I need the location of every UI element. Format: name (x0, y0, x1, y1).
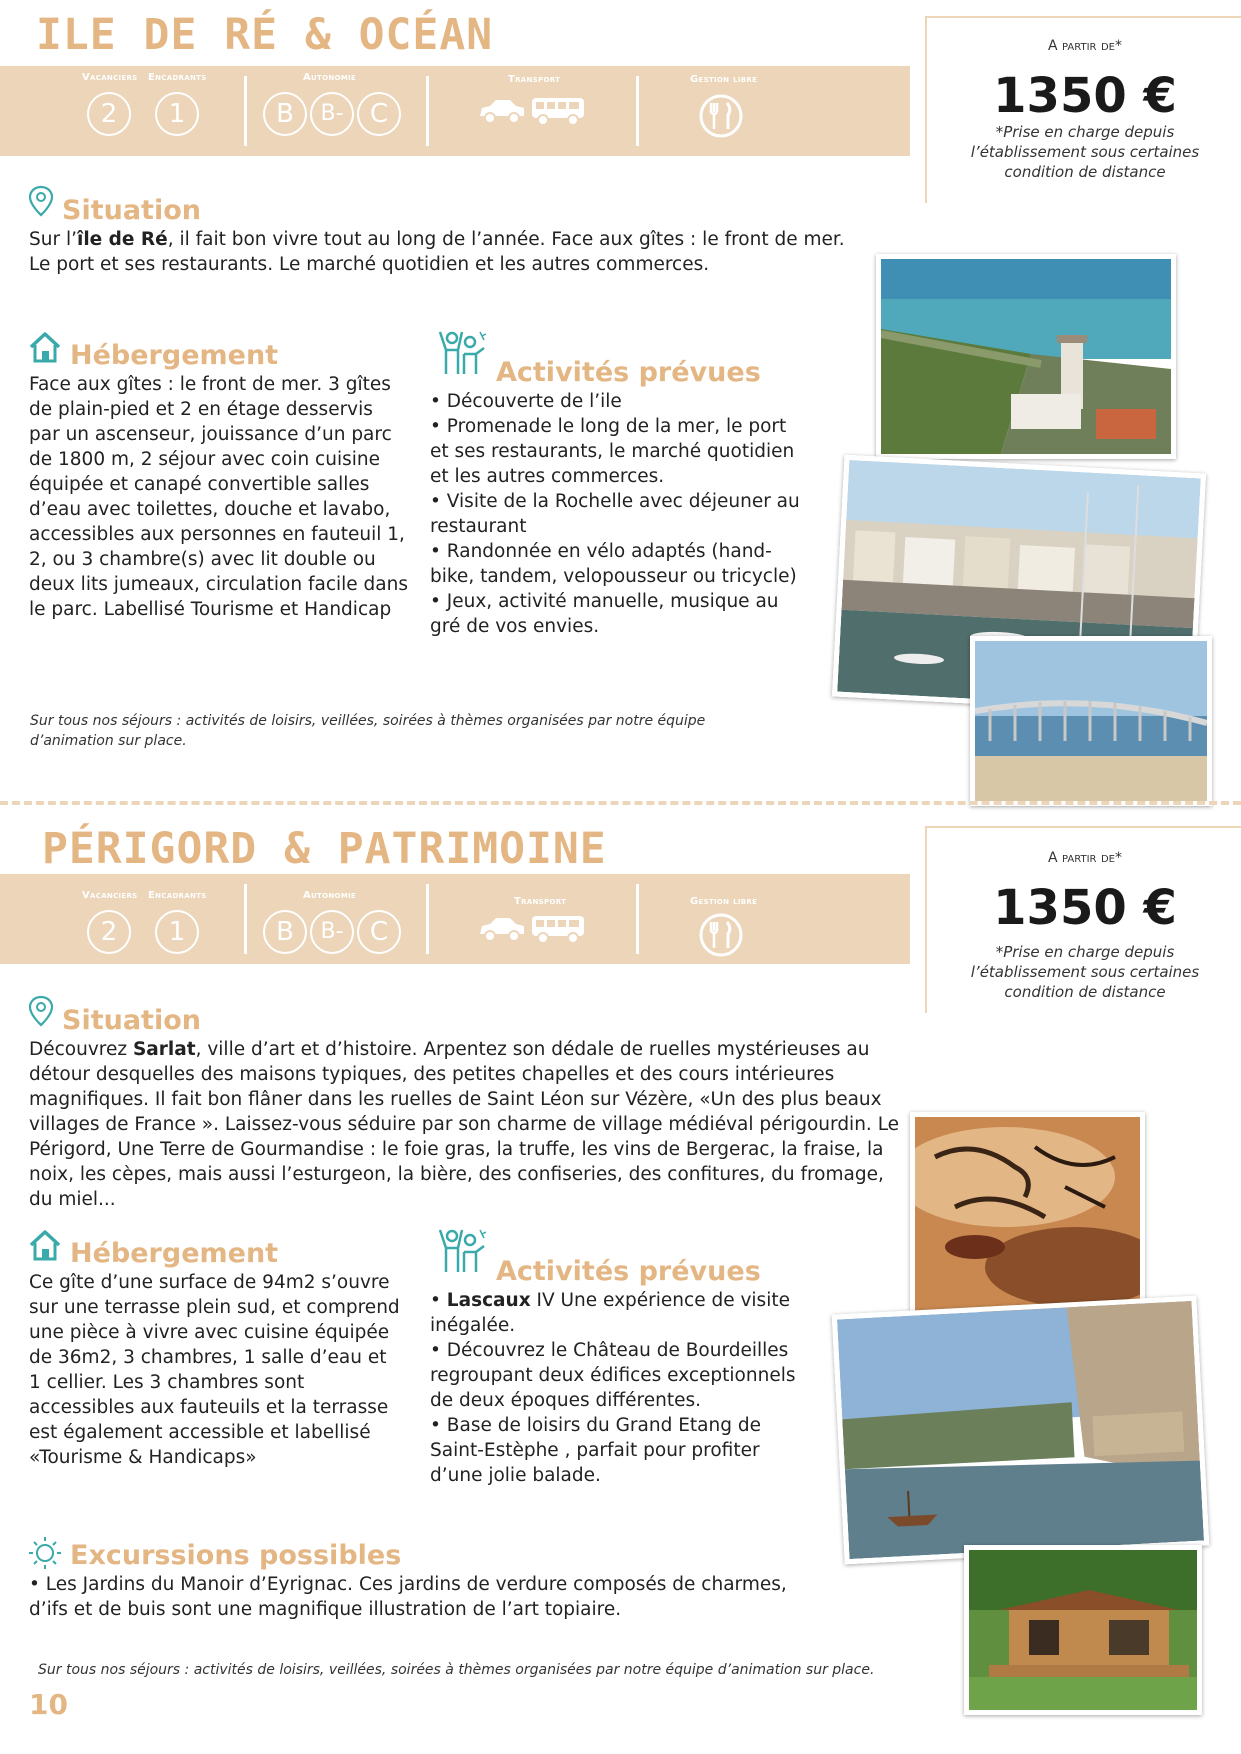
encadrants-count: 1 (155, 92, 199, 136)
village-river-image (837, 1301, 1204, 1559)
text: , il fait bon vivre tout au long de l’année. Face aux gîtes : le front de mer. Le port et ses restaurants. Le marché quotidien et les autres commerces. (29, 229, 845, 275)
situation-text (29, 1037, 909, 1212)
list-item: • Promenade le long de la mer, le port et ses restaurants, le marché quotidien et les autres commerces. (430, 416, 795, 487)
section-heading-situation: Situation (62, 1005, 201, 1036)
divider (244, 884, 247, 954)
list-item: • Visite de la Rochelle avec déjeuner au restaurant (430, 491, 800, 537)
section-heading-activites: Activités prévues (496, 1256, 761, 1287)
divider (426, 76, 429, 146)
section-heading-excursions: Excurssions possibles (70, 1540, 402, 1571)
info-band (0, 874, 910, 964)
list-item: • Jeux, activité manuelle, musique au gré de vos envies. (430, 591, 779, 637)
excursions-text: • Les Jardins du Manoir d’Eyrignac. Ces jardins de verdure composés de charmes, d’ifs et de buis sont une magnifique illustration de l’art topiaire. (29, 1574, 787, 1620)
autonomie-level: B (263, 92, 307, 136)
info-band (0, 66, 910, 156)
cave-painting-image (915, 1117, 1140, 1312)
footnote-line: d’animation sur place. (30, 733, 187, 749)
location-pin-icon (28, 995, 54, 1027)
autonomie-label: Autonomie (303, 890, 357, 901)
section-divider (0, 801, 1241, 805)
transport-label: Transport (508, 74, 561, 85)
footnote (30, 711, 705, 751)
photo-gite (964, 1545, 1202, 1715)
house-icon (28, 330, 62, 364)
section-heading-hebergement: Hébergement (70, 1238, 279, 1269)
gestion-label: Gestion libre (690, 896, 758, 907)
price-box (925, 826, 1241, 1013)
autonomie-level: B- (310, 92, 354, 136)
activites-list (430, 1288, 805, 1488)
list-item: • Découverte de l’ile (430, 391, 622, 412)
bus-icon (530, 94, 586, 128)
activites-list (430, 389, 805, 639)
encadrants-label: Encadrants (148, 890, 207, 901)
gestion-label: Gestion libre (690, 74, 758, 85)
price-from-label: A partir de* (1048, 850, 1122, 866)
section-heading-hebergement: Hébergement (70, 340, 279, 371)
photo-lighthouse (876, 254, 1176, 459)
price-note-line: l’établissement sous certaines (970, 143, 1200, 161)
car-icon (476, 914, 528, 944)
price-note-line: l’établissement sous certaines (970, 963, 1200, 981)
situation-text (29, 227, 849, 277)
location-pin-icon (28, 185, 54, 217)
car-icon (476, 96, 528, 126)
vacanciers-label: Vacanciers (82, 72, 138, 83)
price-note-line: *Prise en charge depuis (995, 943, 1175, 961)
section-heading-situation: Situation (62, 195, 201, 226)
autonomie-label: Autonomie (303, 72, 357, 83)
divider (636, 884, 639, 954)
wooden-gite-image (969, 1550, 1197, 1710)
sun-icon (28, 1535, 62, 1569)
transport-label: Transport (514, 896, 567, 907)
house-icon (28, 1228, 62, 1262)
vacanciers-count: 2 (87, 910, 131, 954)
place-name: Lascaux (446, 1290, 531, 1311)
encadrants-label: Encadrants (148, 72, 207, 83)
bus-icon (530, 912, 586, 946)
list-item: • Lascaux IV Une expérience de visite inégalée. (430, 1290, 790, 1336)
divider (636, 76, 639, 146)
place-name: Sarlat (132, 1039, 196, 1060)
autonomie-level: C (357, 92, 401, 136)
vacanciers-count: 2 (87, 92, 131, 136)
place-name: île de Ré (76, 229, 168, 250)
price-note-line: *Prise en charge depuis (995, 123, 1175, 141)
bridge-image (975, 641, 1207, 801)
cutlery-icon (698, 912, 744, 958)
people-activity-icon (434, 328, 490, 378)
text: , ville d’art et d’histoire. Arpentez son dédale de ruelles mystérieuses au détour desquelles des maisons typiques, des petites chapelles et des cours intérieures magnifiques. Il fait bon flâner dans les ruelles de Saint Léon sur Vézère, «Un des plus beaux villages de France ». Laissez-vous séduire par son charme de village médiéval périgourdin. Le Périgord, Une Terre de Gourmandise : le foie gras, la truffe, les vins de Bergerac, la fraise, la noix, les cèpes, mais aussi l’esturgeon, la bière, des confiseries, des confitures, du fromage, du miel... (29, 1039, 900, 1210)
hebergement-text: Ce gîte d’une surface de 94m2 s’ouvre sur une terrasse plein sud, et comprend une pièce à vivre avec cuisine équipée de 36m2, 3 chambres, 1 salle d’eau et 1 cellier. Les 3 chambres sont accessibles aux fauteuils et la terrasse est également accessible et labellisé «Tourisme & Handicaps» (29, 1272, 400, 1468)
text: Sur l’ (29, 229, 77, 250)
section-heading-activites: Activités prévues (496, 357, 761, 388)
autonomie-level: B- (310, 910, 354, 954)
autonomie-level: B (263, 910, 307, 954)
text: Découvrez (29, 1039, 133, 1060)
price-amount: 1350 € (993, 68, 1177, 124)
footnote-line: Sur tous nos séjours : activités de loisirs, veillées, soirées à thèmes organisées par notre équipe (30, 713, 706, 729)
autonomie-level: C (357, 910, 401, 954)
list-item: • Randonnée en vélo adaptés (hand-bike, tandem, velopousseur ou tricycle) (430, 541, 797, 587)
section-title: PÉRIGORD & PATRIMOINE (42, 824, 607, 874)
price-note-line: condition de distance (1004, 163, 1166, 181)
price-note-line: condition de distance (1004, 983, 1166, 1001)
cutlery-icon (698, 93, 744, 139)
footnote: Sur tous nos séjours : activités de loisirs, veillées, soirées à thèmes organisées par notre équipe d’animation sur place. (38, 1662, 875, 1678)
photo-village (832, 1296, 1210, 1565)
price-note (927, 122, 1241, 182)
price-note (927, 942, 1241, 1002)
price-from-label: A partir de* (1048, 38, 1122, 54)
price-box (925, 16, 1241, 203)
list-item: • Base de loisirs du Grand Etang de Saint-Estèphe , parfait pour profiter d’une jolie balade. (430, 1415, 761, 1486)
section-title: ILE DE RÉ & OCÉAN (36, 10, 494, 60)
price-amount: 1350 € (993, 880, 1177, 936)
photo-lascaux (910, 1112, 1145, 1317)
photo-bridge (970, 636, 1212, 806)
hebergement-text: Face aux gîtes : le front de mer. 3 gîtes de plain-pied et 2 en étage desservis par un ascenseur, jouissance d’un parc de 1800 m, 2 séjour avec coin cuisine équipée et canapé convertible salles d’eau avec toilettes, douche et lavabo, accessibles aux personnes en fauteuil 1, 2, ou 3 chambre(s) avec lit double ou deux lits jumeaux, circulation facile dans le parc. Labellisé Tourisme et Handicap (29, 374, 408, 620)
lighthouse-image (881, 259, 1171, 454)
list-item: • Découvrez le Château de Bourdeilles regroupant deux édifices exceptionnels de deux époques différentes. (430, 1340, 796, 1411)
people-activity-icon (434, 1226, 490, 1276)
divider (244, 76, 247, 146)
vacanciers-label: Vacanciers (82, 890, 138, 901)
text: IV Une expérience de visite inégalée. (430, 1290, 790, 1336)
encadrants-count: 1 (155, 910, 199, 954)
divider (426, 884, 429, 954)
page-number: 10 (29, 1688, 68, 1721)
